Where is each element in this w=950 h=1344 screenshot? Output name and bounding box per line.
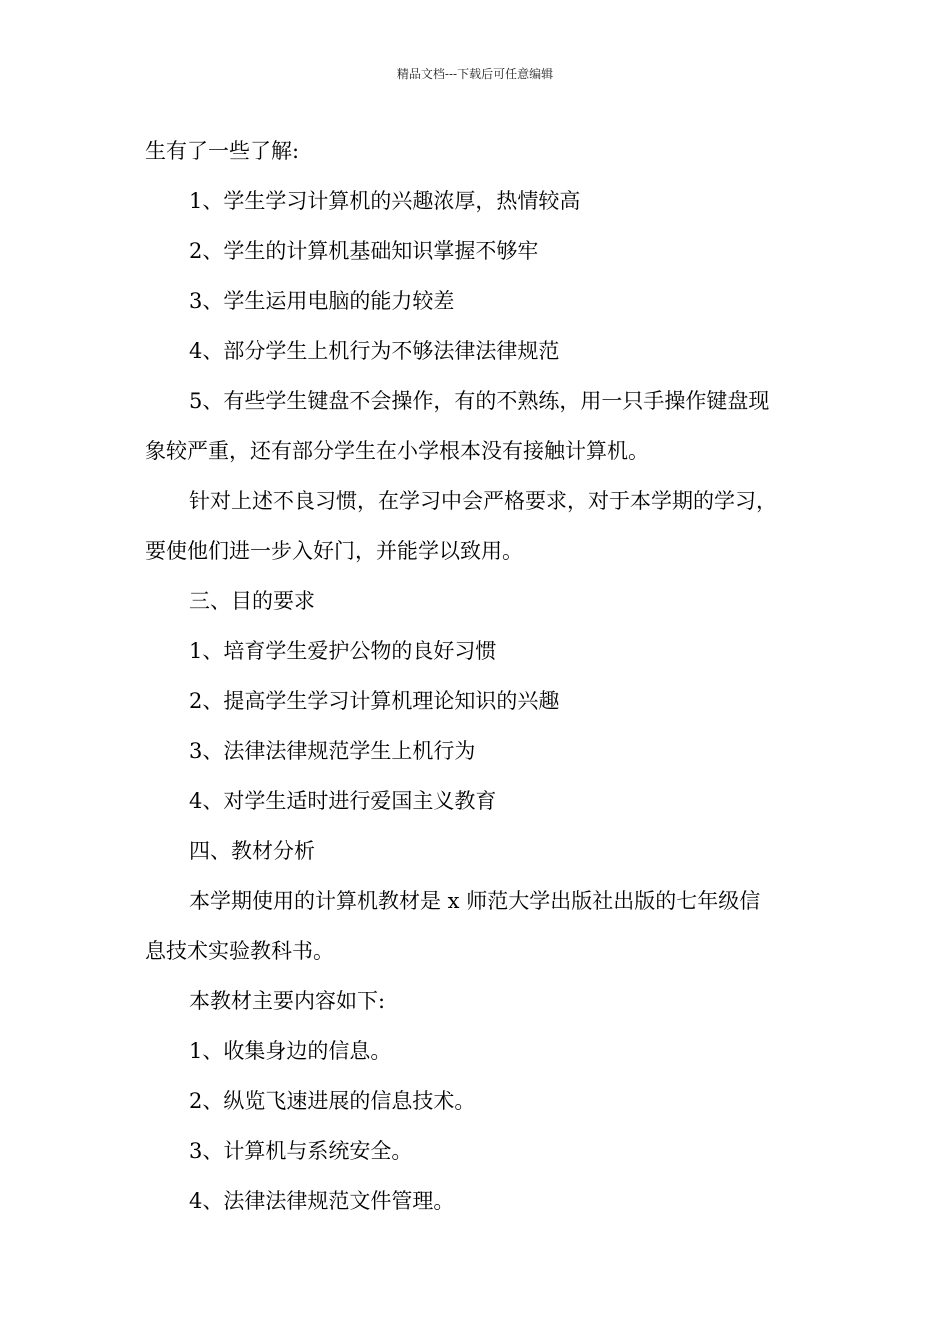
text-line: 息技术实验教科书。 — [145, 939, 334, 963]
text-line: 2、学生的计算机基础知识掌握不够牢 — [189, 239, 539, 263]
text-line: 1、培育学生爱护公物的良好习惯 — [189, 639, 497, 663]
text-line: 5、有些学生键盘不会操作，有的不熟练，用一只手操作键盘现 — [189, 389, 770, 413]
text-line: 生有了一些了解: — [145, 139, 300, 163]
text-line: 要使他们进一步入好门，并能学以致用。 — [145, 539, 523, 563]
text-line: 1、收集身边的信息。 — [189, 1039, 392, 1063]
document-body — [145, 126, 815, 1226]
text-line: 针对上述不良习惯，在学习中会严格要求，对于本学期的学习， — [189, 489, 777, 513]
text-line: 2、提高学生学习计算机理论知识的兴趣 — [189, 689, 560, 713]
text-line: 4、对学生适时进行爱国主义教育 — [189, 789, 497, 813]
text-line: 2、纵览飞速进展的信息技术。 — [189, 1089, 476, 1113]
text-line: 4、法律法律规范文件管理。 — [189, 1189, 455, 1213]
text-line: 3、计算机与系统安全。 — [189, 1139, 413, 1163]
text-line: 象较严重，还有部分学生在小学根本没有接触计算机。 — [145, 439, 649, 463]
text-line: 3、法律法律规范学生上机行为 — [189, 739, 476, 763]
text-line: 3、学生运用电脑的能力较差 — [189, 289, 455, 313]
text-line: 4、部分学生上机行为不够法律法律规范 — [189, 339, 560, 363]
section-heading: 四、教材分析 — [189, 839, 315, 863]
text-line: 本学期使用的计算机教材是 x 师范大学出版社出版的七年级信 — [189, 889, 761, 913]
page-header: 精品文档---下载后可任意编辑 — [396, 67, 554, 81]
section-heading: 三、目的要求 — [189, 589, 315, 613]
text-line: 本教材主要内容如下: — [189, 989, 386, 1013]
text-line: 1、学生学习计算机的兴趣浓厚，热情较高 — [189, 189, 581, 213]
